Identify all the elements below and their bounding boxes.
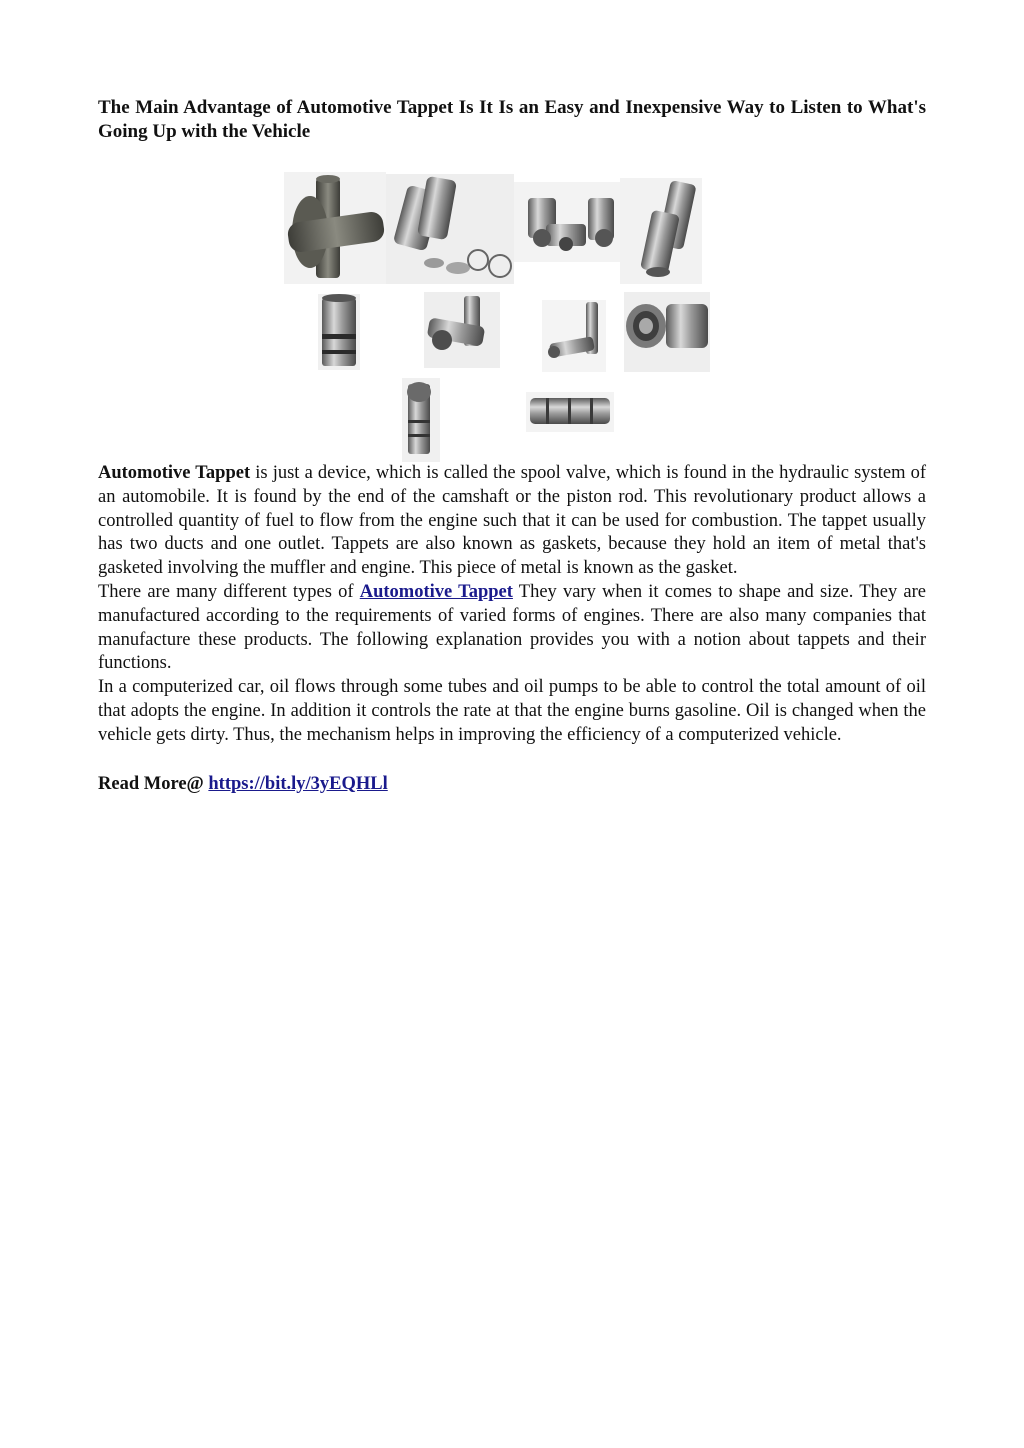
paragraph-types-after: They vary when it comes to shape and size. They are manufactured according to the requirements of varied forms of engines. There are also many companies that manufacture these products. The following explanation provides you with a notion about tappets and their functions. — [98, 581, 926, 674]
roller-tappets — [514, 182, 620, 262]
lifter-side — [542, 300, 606, 372]
tappet-parts-image — [98, 172, 926, 462]
paragraph-intro — [98, 462, 926, 581]
paragraph-intro-lead: Automotive Tappet — [98, 463, 251, 483]
tappet-with-clips — [386, 174, 514, 284]
bucket-tappet-cup — [624, 292, 710, 372]
paragraph-types-before: There are many different types of — [98, 581, 360, 602]
paragraph-computerized: In a computerized car, oil flows through some tubes and oil pumps to be able to control the total amount of oil that adopts the engine. In addition it controls the rate at that the engine burns gasoline. Oil is changed when the vehicle gets dirty. Thus, the mechanism helps in improving the efficiency of a computerized vehicle. — [98, 677, 926, 745]
paragraph-types — [98, 581, 926, 676]
hydraulic-lifter — [620, 178, 702, 284]
automotive-tappet-link[interactable]: Automotive Tappet — [359, 581, 513, 602]
tappet-parts-illustration — [98, 172, 926, 462]
read-more-label: Read More@ — [98, 773, 209, 794]
roller-lifter — [424, 292, 500, 368]
document-page — [98, 96, 926, 796]
lash-adjuster — [402, 378, 440, 462]
bucket-tappet — [318, 294, 360, 370]
inline-lifter — [526, 392, 614, 432]
page-title: The Main Advantage of Automotive Tappet Is It Is an Easy and Inexpensive Way to Listen to What's Going Up with the Vehicle — [98, 97, 926, 142]
flat-tappet — [284, 172, 386, 284]
paragraph-intro-text: is just a device, which is called the spool valve, which is found in the hydraulic system of an automobile. It is found by the end of the camshaft or the piston rod. This revolutionary product allows a controlled quantity of fuel to flow from the engine such that it can be used for combustion. The tappet usually has two ducts and one outlet. Tappets are also known as gaskets, because they hold an item of metal that's gasketed involving the muffler and engine. This piece of metal is known as the gasket. — [98, 463, 926, 579]
read-more-link[interactable]: https://bit.ly/3yEQHLl — [208, 773, 388, 794]
read-more — [98, 772, 926, 796]
